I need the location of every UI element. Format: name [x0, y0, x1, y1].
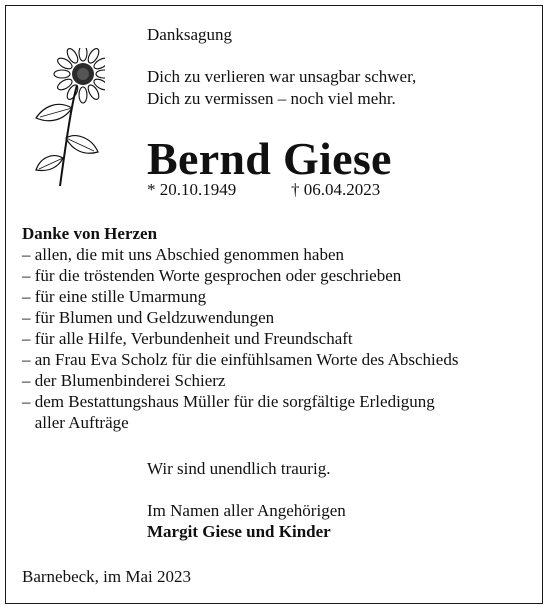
verse-line-1: Dich zu verlieren war unsagbar schwer,: [147, 67, 417, 86]
list-item: – für eine stille Umarmung: [22, 287, 207, 306]
list-item: – dem Bestattungshaus Müller für die sorgfältige Erledigung: [22, 392, 435, 411]
signoff-intro: Im Namen aller Angehörigen: [147, 501, 346, 520]
list-item: – für alle Hilfe, Verbundenheit und Freundschaft: [22, 329, 353, 348]
thanks-heading: Danke von Herzen: [22, 224, 158, 243]
signoff-names: Margit Giese und Kinder: [147, 522, 331, 541]
deceased-name: Bernd Giese: [147, 133, 392, 184]
death-date: † 06.04.2023: [291, 180, 381, 199]
list-item: – für die tröstenden Worte gesprochen oder geschrieben: [22, 266, 402, 285]
list-item: aller Aufträge: [22, 413, 129, 432]
place-date: Barnebeck, im Mai 2023: [22, 567, 192, 586]
list-item: – für Blumen und Geldzuwendungen: [22, 308, 275, 327]
closing-line: Wir sind unendlich traurig.: [147, 459, 331, 478]
sunflower-icon: [30, 48, 105, 188]
notice-heading: Danksagung: [147, 25, 232, 44]
list-item: – der Blumenbinderei Schierz: [22, 371, 226, 390]
birth-date: * 20.10.1949: [147, 180, 237, 199]
list-item: – allen, die mit uns Abschied genommen haben: [22, 245, 344, 264]
thanks-list: [22, 244, 458, 433]
list-item: – an Frau Eva Scholz für die einfühlsamen Worte des Abschieds: [22, 350, 459, 369]
verse-line-2: Dich zu vermissen – noch viel mehr.: [147, 89, 396, 108]
